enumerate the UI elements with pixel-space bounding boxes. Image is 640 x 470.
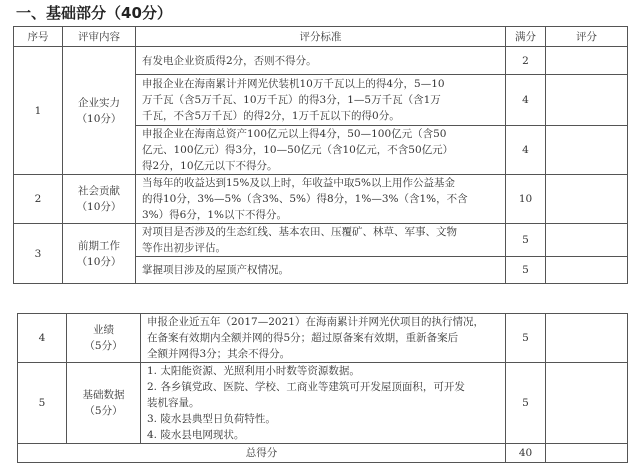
criteria-line: 千瓦，不含5万千瓦）的得2分，1万千瓦以下的得0分。 (142, 110, 400, 122)
total-label: 总得分 (18, 444, 506, 463)
scoring-table-part-2 (17, 313, 628, 463)
row-content (63, 224, 136, 284)
score-input[interactable] (546, 224, 628, 257)
section-title: 一、基础部分（40分） (16, 4, 172, 22)
full-score: 5 (506, 257, 546, 284)
criteria-cell (136, 47, 506, 75)
criteria-cell (141, 363, 506, 444)
header-criteria: 评分标准 (136, 27, 506, 47)
criteria-line: 的得10分，3%—5%（含3%、5%）得8分，1%—3%（含1%，不含 (142, 193, 468, 205)
full-score: 4 (506, 126, 546, 175)
criteria-line: 万千瓦（含5万千瓦、10万千瓦）的得3分，1—5万千瓦（含1万 (142, 94, 441, 106)
criteria-line: 装机容量。 (147, 397, 200, 409)
criteria-cell (141, 314, 506, 363)
full-score: 2 (506, 47, 546, 75)
score-input[interactable] (546, 257, 628, 284)
criteria-line: 申报企业近五年（2017—2021）在海南累计并网光伏项目的执行情况， (147, 316, 484, 328)
table-row (18, 363, 628, 444)
criteria-line: 有发电企业资质得2分，否则不得分。 (142, 54, 317, 67)
row-content (67, 314, 141, 363)
criteria-line: 2. 各乡镇党政、医院、学校、工商业等建筑可开发屋顶面积，可开发 (147, 381, 465, 393)
row-number: 2 (14, 175, 63, 224)
criteria-line: （10分） (76, 255, 122, 268)
row-number: 1 (14, 47, 63, 175)
table-row (14, 47, 628, 75)
criteria-line: 企业实力 (78, 96, 120, 109)
criteria-line: （10分） (76, 201, 122, 213)
header-no: 序号 (14, 27, 63, 47)
criteria-line: 亿元、100亿元）得3分，10—50亿元（含10亿元，不含50亿元） (142, 144, 454, 156)
score-input[interactable] (546, 175, 628, 224)
criteria-line: 对项目是否涉及的生态红线、基本农田、压覆矿、林草、军事、文物 (142, 226, 457, 238)
full-score: 4 (506, 75, 546, 126)
header-score: 评分 (546, 27, 628, 47)
full-score: 5 (506, 314, 546, 363)
row-number: 4 (18, 314, 67, 363)
total-full-score: 40 (506, 444, 546, 463)
criteria-cell (136, 257, 506, 284)
header-row (14, 27, 628, 47)
criteria-line: 4. 陵水县电网现状。 (147, 429, 245, 441)
criteria-cell (136, 224, 506, 257)
criteria-line: 3%）得6分，1%以下不得分。 (142, 209, 287, 221)
criteria-line: 业绩 (93, 324, 114, 336)
criteria-line: 在备案有效期内全额并网的得5分；超过原备案有效期，重新备案后 (147, 332, 459, 344)
table-row (14, 224, 628, 257)
score-input[interactable] (546, 126, 628, 175)
criteria-cell (136, 126, 506, 175)
criteria-cell (136, 75, 506, 126)
total-score-input[interactable] (546, 444, 628, 463)
criteria-line: 社会贡献 (78, 185, 120, 197)
table-row (18, 314, 628, 363)
header-content: 评审内容 (63, 27, 136, 47)
full-score: 5 (506, 363, 546, 444)
criteria-line: 前期工作 (78, 239, 120, 252)
score-input[interactable] (546, 363, 628, 444)
criteria-line: （5分） (84, 340, 123, 352)
scoring-table-part-1 (13, 26, 628, 284)
row-content (63, 47, 136, 175)
criteria-line: 基础数据 (82, 389, 125, 401)
full-score: 5 (506, 224, 546, 257)
criteria-line: （5分） (84, 405, 123, 417)
score-input[interactable] (546, 314, 628, 363)
table-row (14, 175, 628, 224)
header-full: 满分 (506, 27, 546, 47)
criteria-line: 当每年的收益达到15%及以上时，年收益中取5%以上用作公益基金 (142, 177, 455, 189)
row-number: 3 (14, 224, 63, 284)
criteria-line: 等作出初步评估。 (142, 242, 226, 254)
row-content (63, 175, 136, 224)
criteria-line: 全额并网得3分；其余不得分。 (147, 348, 291, 360)
criteria-line: 得2分，10亿元以下不得分。 (142, 160, 278, 172)
criteria-cell (136, 175, 506, 224)
criteria-line: （10分） (76, 112, 122, 125)
total-row (18, 444, 628, 463)
full-score: 10 (506, 175, 546, 224)
criteria-line: 申报企业在海南总资产100亿元以上得4分，50—100亿元（含50 (142, 128, 447, 140)
criteria-line: 3. 陵水县典型日负荷特性。 (147, 413, 276, 425)
score-input[interactable] (546, 75, 628, 126)
criteria-line: 掌握项目涉及的屋顶产权情况。 (142, 264, 289, 276)
score-input[interactable] (546, 47, 628, 75)
row-number: 5 (18, 363, 67, 444)
row-content (67, 363, 141, 444)
criteria-line: 1. 太阳能资源、光照利用小时数等资源数据。 (147, 365, 360, 377)
criteria-line: 申报企业在海南累计并网光伏装机10万千瓦以上的得4分，5—10 (142, 78, 445, 90)
